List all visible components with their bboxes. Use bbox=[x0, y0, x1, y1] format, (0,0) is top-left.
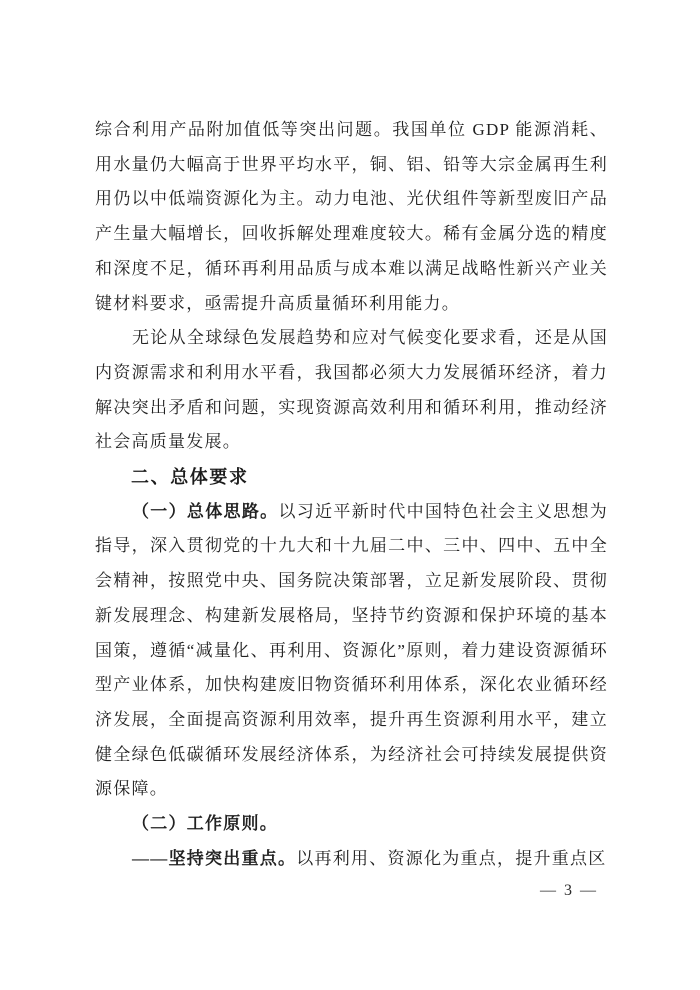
paragraph-problems: 综合利用产品附加值低等突出问题。我国单位 GDP 能源消耗、用水量仍大幅高于世界平均水平，铜、铝、铅等大宗金属再生利用仍以中低端资源化为主。动力电池、光伏组件等新型废旧产品产生量大幅增长，回收拆解处理难度较大。稀有金属分选的精度和深度不足，循环再利用品质与成本难以满足战略性新兴产业关键材料要求，亟需提升高质量循环利用能力。 bbox=[95, 120, 608, 313]
paragraph-overall-thinking bbox=[95, 495, 608, 807]
priority-lead: ——坚持突出重点。 bbox=[132, 848, 297, 868]
paragraph-priority bbox=[95, 842, 608, 877]
page-number: — 3 — bbox=[540, 882, 598, 899]
section-heading-overall-requirements: 二、总体要求 bbox=[131, 467, 249, 488]
overall-thinking-body: 以习近平新时代中国特色社会主义思想为指导，深入贯彻党的十九大和十九届二中、三中、四中、五中全会精神，按照党中央、国务院决策部署，立足新发展阶段、贯彻新发展理念、构建新发展格局，坚持节约资源和保护环境的基本国策，遵循“减量化、再利用、资源化”原则，着力建设资源循环型产业体系，加快构建废旧物资循环利用体系，深化农业循环经济发展，全面提高资源利用效率，提升再生资源利用水平，建立健全绿色低碳循环发展经济体系，为经济社会可持续发展提供资源保障。 bbox=[95, 501, 609, 799]
priority-body: 以再利用、资源化为重点，提升重点区 bbox=[296, 848, 607, 868]
paragraph-work-principles bbox=[95, 807, 608, 842]
paragraph-necessity: 无论从全球绿色发展趋势和应对气候变化要求看，还是从国内资源需求和利用水平看，我国都必须大力发展循环经济，着力解决突出矛盾和问题，实现资源高效利用和循环利用，推动经济社会高质量发展。 bbox=[95, 328, 608, 452]
document-body bbox=[95, 113, 608, 876]
overall-thinking-lead: （一）总体思路。 bbox=[132, 501, 279, 521]
work-principles-lead: （二）工作原则。 bbox=[132, 814, 278, 834]
